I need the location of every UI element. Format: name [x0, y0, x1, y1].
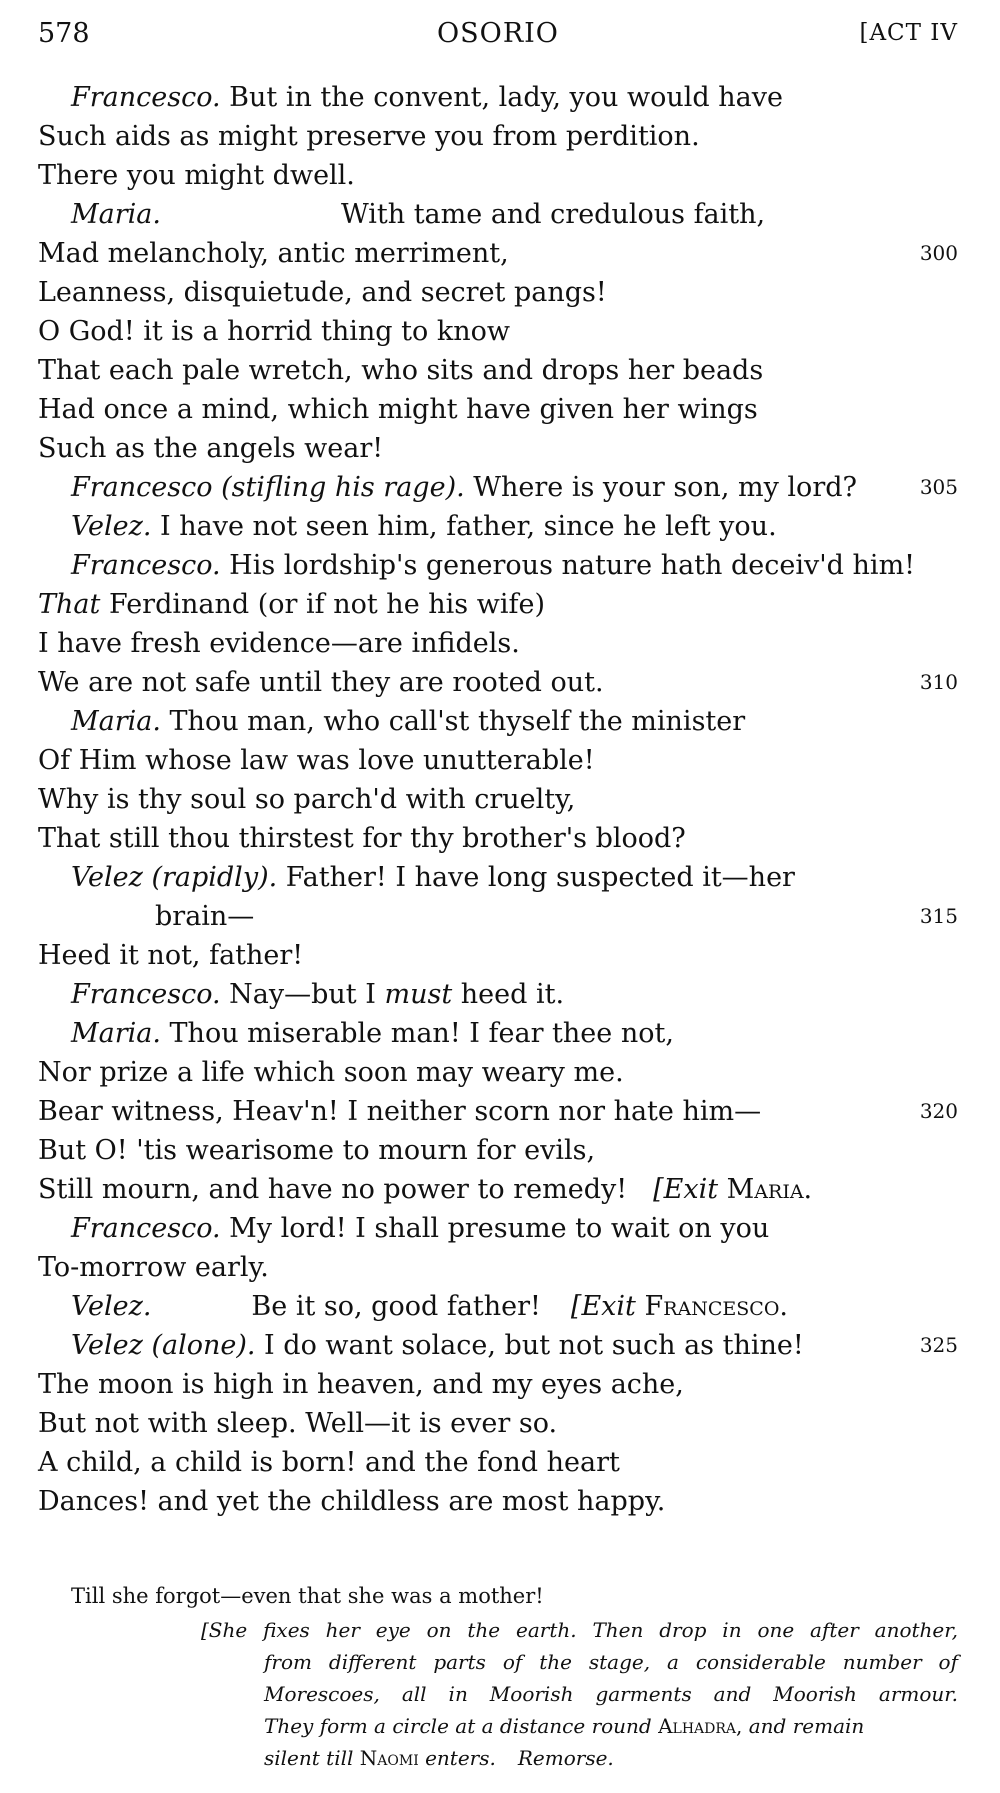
- line-text: We are not safe until they are rooted out.: [38, 667, 604, 698]
- line-number: 315: [919, 904, 958, 928]
- line-text: That each pale wretch, who sits and drops her beads: [38, 355, 764, 386]
- line-text: Such as the angels wear!: [38, 433, 384, 464]
- speaker: Velez.: [71, 511, 152, 542]
- line-text: Ferdinand (or if not he his wife): [100, 589, 545, 620]
- line-number: 300: [919, 241, 958, 265]
- verse-line: [38, 819, 958, 858]
- verse-line: [38, 975, 958, 1014]
- character-name: Naomi: [359, 1746, 419, 1770]
- running-title: OSORIO: [437, 18, 559, 49]
- speaker: Velez.: [71, 1291, 152, 1322]
- line-text: With tame and credulous faith,: [340, 199, 766, 230]
- act-label: [ACT IV: [859, 20, 958, 46]
- page-number: 578: [38, 18, 90, 49]
- speaker: Francesco.: [71, 82, 221, 113]
- verse-line: [38, 1209, 958, 1248]
- speaker: Velez: [71, 1330, 143, 1361]
- verse-line: [38, 1287, 958, 1326]
- line-number: 305: [919, 475, 958, 499]
- line-text: Father! I have long suspected it—her: [277, 862, 795, 893]
- line-text: There you might dwell.: [38, 160, 355, 191]
- footnote-line: Till she forgot—even that she was a mother!: [71, 1584, 544, 1608]
- line-text: His lordship's generous nature hath deceiv'd him!: [220, 550, 916, 581]
- line-text: I have fresh evidence—are infidels.: [38, 628, 520, 659]
- verse-line: [38, 312, 958, 351]
- verse-line: [38, 234, 958, 273]
- verse-line: [38, 1248, 958, 1287]
- verse-line: [38, 585, 958, 624]
- page-header: [38, 18, 958, 58]
- verse-line: [38, 1014, 958, 1053]
- emphasis: must: [384, 979, 453, 1010]
- stage-direction: (rapidly).: [151, 862, 278, 893]
- verse-line: [38, 897, 958, 936]
- exit-character: Francesco.: [644, 1291, 788, 1322]
- exit-character: Maria.: [726, 1174, 813, 1205]
- verse-line: [38, 78, 958, 117]
- footnote-direction: [She fixes her eye on the earth. Then drop in one after another,: [201, 1618, 958, 1642]
- line-text: Dances! and yet the childless are most happy.: [38, 1486, 666, 1517]
- line-text: Thou man, who call'st thyself the minister: [160, 706, 746, 737]
- line-text: brain—: [155, 901, 255, 932]
- character-name: Alhadra,: [658, 1714, 743, 1738]
- line-text: I have not seen him, father, since he left you.: [151, 511, 777, 542]
- line-text: heed it.: [452, 979, 565, 1010]
- exit-direction: [Exit: [570, 1291, 636, 1322]
- line-text: Heed it not, father!: [38, 940, 304, 971]
- exit-direction: [Exit: [653, 1174, 719, 1205]
- verse-line: [38, 663, 958, 702]
- line-text: O God! it is a horrid thing to know: [38, 316, 510, 347]
- verse-line: [38, 507, 958, 546]
- footnote: [38, 1580, 958, 1774]
- line-text: But in the convent, lady, you would have: [220, 82, 783, 113]
- verse-line: [38, 1443, 958, 1482]
- line-text: My lord! I shall presume to wait on you: [220, 1213, 770, 1244]
- verse-line: [38, 936, 958, 975]
- line-text: Nor prize a life which soon may weary me.: [38, 1057, 624, 1088]
- verse-line: [38, 156, 958, 195]
- verse-line: [38, 858, 958, 897]
- line-text: Nay—but I: [220, 979, 385, 1010]
- line-text: Of Him whose law was love unutterable!: [38, 745, 595, 776]
- line-text: But O! 'tis wearisome to mourn for evils,: [38, 1135, 596, 1166]
- line-text: Why is thy soul so parch'd with cruelty,: [38, 784, 576, 815]
- verse-line: [38, 351, 958, 390]
- line-text: That still thou thirstest for thy brother's blood?: [38, 823, 686, 854]
- line-text: To-morrow early.: [38, 1252, 269, 1283]
- verse-line: [38, 741, 958, 780]
- line-text: Mad melancholy, antic merriment,: [38, 238, 509, 269]
- line-text: A child, a child is born! and the fond heart: [38, 1447, 620, 1478]
- line-text: Thou miserable man! I fear thee not,: [160, 1018, 674, 1049]
- play-text: [38, 78, 958, 1521]
- footnote-direction: They form a circle at a distance round Alhadra, and remain: [264, 1714, 865, 1738]
- line-text: Still mourn, and have no power to remedy!: [38, 1174, 628, 1205]
- verse-line: [38, 468, 958, 507]
- line-number: 320: [919, 1099, 958, 1123]
- line-text: I do want solace, but not such as thine!: [255, 1330, 804, 1361]
- source-reference: Remorse.: [517, 1746, 614, 1770]
- verse-line: [38, 1404, 958, 1443]
- verse-line: [38, 1053, 958, 1092]
- line-text: Had once a mind, which might have given her wings: [38, 394, 758, 425]
- speaker: Maria.: [71, 1018, 161, 1049]
- footnote-direction: from different parts of the stage, a considerable number of: [264, 1650, 958, 1674]
- verse-line: [38, 1482, 958, 1521]
- speaker: Francesco.: [71, 550, 221, 581]
- speaker: Maria.: [71, 706, 161, 737]
- footnote-direction: silent till Naomi enters. Remorse.: [264, 1746, 614, 1770]
- line-text: The moon is high in heaven, and my eyes ache,: [38, 1369, 684, 1400]
- line-text: But not with sleep. Well—it is ever so.: [38, 1408, 558, 1439]
- verse-line: [38, 1170, 958, 1209]
- line-text: Be it so, good father!: [251, 1291, 541, 1322]
- stage-direction: (stifling his rage).: [221, 472, 465, 503]
- verse-line: [38, 1326, 958, 1365]
- speaker: Maria.: [71, 199, 161, 230]
- verse-line: [38, 1131, 958, 1170]
- verse-line: [38, 273, 958, 312]
- verse-line: [38, 546, 958, 585]
- line-number: 310: [919, 670, 958, 694]
- line-text: Bear witness, Heav'n! I neither scorn nor hate him—: [38, 1096, 762, 1127]
- line-text: Where is your son, my lord?: [464, 472, 857, 503]
- verse-line: [38, 195, 958, 234]
- line-text: Such aids as might preserve you from perdition.: [38, 121, 700, 152]
- speaker: Francesco: [71, 472, 213, 503]
- line-number: 325: [919, 1333, 958, 1357]
- verse-line: [38, 1365, 958, 1404]
- speaker: Velez: [71, 862, 143, 893]
- verse-line: [38, 117, 958, 156]
- speaker: Francesco.: [71, 979, 221, 1010]
- stage-direction: (alone).: [151, 1330, 256, 1361]
- emphasis: That: [38, 589, 101, 620]
- verse-line: [38, 429, 958, 468]
- line-text: Leanness, disquietude, and secret pangs!: [38, 277, 607, 308]
- verse-line: [38, 624, 958, 663]
- verse-line: [38, 390, 958, 429]
- footnote-direction: Morescoes, all in Moorish garments and Moorish armour.: [264, 1682, 958, 1706]
- verse-line: [38, 780, 958, 819]
- speaker: Francesco.: [71, 1213, 221, 1244]
- verse-line: [38, 702, 958, 741]
- verse-line: [38, 1092, 958, 1131]
